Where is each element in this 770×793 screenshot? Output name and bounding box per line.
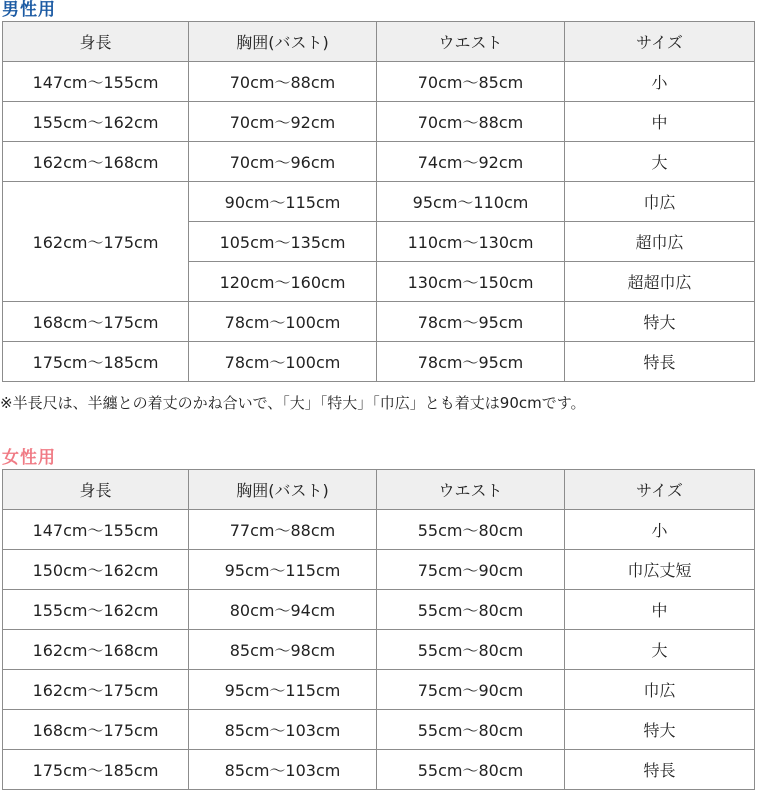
men-section-title: 男性用	[2, 0, 56, 20]
table-row	[3, 630, 755, 670]
waist-cell: 70cm〜85cm	[377, 62, 565, 102]
size-cell: 超巾広	[565, 222, 755, 262]
height-cell: 155cm〜162cm	[3, 102, 189, 142]
size-cell: 大	[565, 630, 755, 670]
header-size: サイズ	[565, 22, 755, 62]
size-cell: 中	[565, 102, 755, 142]
size-cell: 巾広丈短	[565, 550, 755, 590]
size-note: ※半長尺は、半纏との着丈のかね合いで、「大」「特大」「巾広」とも着丈は90cmです。	[0, 394, 586, 412]
chest-cell: 95cm〜115cm	[189, 550, 377, 590]
waist-cell: 74cm〜92cm	[377, 142, 565, 182]
chest-cell: 95cm〜115cm	[189, 670, 377, 710]
size-cell: 大	[565, 142, 755, 182]
height-cell: 162cm〜168cm	[3, 142, 189, 182]
chest-cell: 120cm〜160cm	[189, 262, 377, 302]
table-row	[3, 590, 755, 630]
waist-cell: 75cm〜90cm	[377, 550, 565, 590]
height-cell: 147cm〜155cm	[3, 510, 189, 550]
size-cell: 中	[565, 590, 755, 630]
table-row	[3, 750, 755, 790]
men-size-table	[2, 21, 755, 382]
waist-cell: 130cm〜150cm	[377, 262, 565, 302]
height-cell: 162cm〜175cm	[3, 670, 189, 710]
header-height: 身長	[3, 470, 189, 510]
header-waist: ウエスト	[377, 470, 565, 510]
chest-cell: 90cm〜115cm	[189, 182, 377, 222]
size-cell: 巾広	[565, 182, 755, 222]
size-cell: 特長	[565, 342, 755, 382]
header-height: 身長	[3, 22, 189, 62]
chest-cell: 85cm〜98cm	[189, 630, 377, 670]
chest-cell: 70cm〜88cm	[189, 62, 377, 102]
chest-cell: 85cm〜103cm	[189, 750, 377, 790]
header-size: サイズ	[565, 470, 755, 510]
waist-cell: 55cm〜80cm	[377, 510, 565, 550]
table-row	[3, 302, 755, 342]
table-row	[3, 102, 755, 142]
height-cell: 155cm〜162cm	[3, 590, 189, 630]
chest-cell: 78cm〜100cm	[189, 342, 377, 382]
chest-cell: 105cm〜135cm	[189, 222, 377, 262]
table-header-row	[3, 470, 755, 510]
waist-cell: 78cm〜95cm	[377, 302, 565, 342]
chest-cell: 70cm〜92cm	[189, 102, 377, 142]
waist-cell: 55cm〜80cm	[377, 590, 565, 630]
waist-cell: 70cm〜88cm	[377, 102, 565, 142]
chest-cell: 80cm〜94cm	[189, 590, 377, 630]
height-cell: 168cm〜175cm	[3, 710, 189, 750]
waist-cell: 110cm〜130cm	[377, 222, 565, 262]
height-cell: 168cm〜175cm	[3, 302, 189, 342]
size-cell: 巾広	[565, 670, 755, 710]
height-cell-merged: 162cm〜175cm	[3, 182, 189, 302]
waist-cell: 95cm〜110cm	[377, 182, 565, 222]
waist-cell: 55cm〜80cm	[377, 750, 565, 790]
height-cell: 147cm〜155cm	[3, 62, 189, 102]
height-cell: 175cm〜185cm	[3, 342, 189, 382]
header-chest: 胸囲(バスト)	[189, 470, 377, 510]
table-row	[3, 550, 755, 590]
chest-cell: 77cm〜88cm	[189, 510, 377, 550]
size-cell: 特長	[565, 750, 755, 790]
chest-cell: 70cm〜96cm	[189, 142, 377, 182]
table-row	[3, 62, 755, 102]
header-chest: 胸囲(バスト)	[189, 22, 377, 62]
chest-cell: 78cm〜100cm	[189, 302, 377, 342]
table-row	[3, 342, 755, 382]
height-cell: 175cm〜185cm	[3, 750, 189, 790]
size-cell: 特大	[565, 710, 755, 750]
waist-cell: 55cm〜80cm	[377, 710, 565, 750]
size-cell: 特大	[565, 302, 755, 342]
waist-cell: 78cm〜95cm	[377, 342, 565, 382]
table-row	[3, 670, 755, 710]
table-row	[3, 710, 755, 750]
height-cell: 162cm〜168cm	[3, 630, 189, 670]
height-cell: 150cm〜162cm	[3, 550, 189, 590]
waist-cell: 75cm〜90cm	[377, 670, 565, 710]
size-cell: 小	[565, 510, 755, 550]
table-header-row	[3, 22, 755, 62]
size-cell: 超超巾広	[565, 262, 755, 302]
table-row	[3, 142, 755, 182]
waist-cell: 55cm〜80cm	[377, 630, 565, 670]
women-section-title: 女性用	[2, 448, 56, 468]
women-size-table	[2, 469, 755, 790]
table-row	[3, 182, 755, 222]
header-waist: ウエスト	[377, 22, 565, 62]
table-row	[3, 510, 755, 550]
size-cell: 小	[565, 62, 755, 102]
chest-cell: 85cm〜103cm	[189, 710, 377, 750]
